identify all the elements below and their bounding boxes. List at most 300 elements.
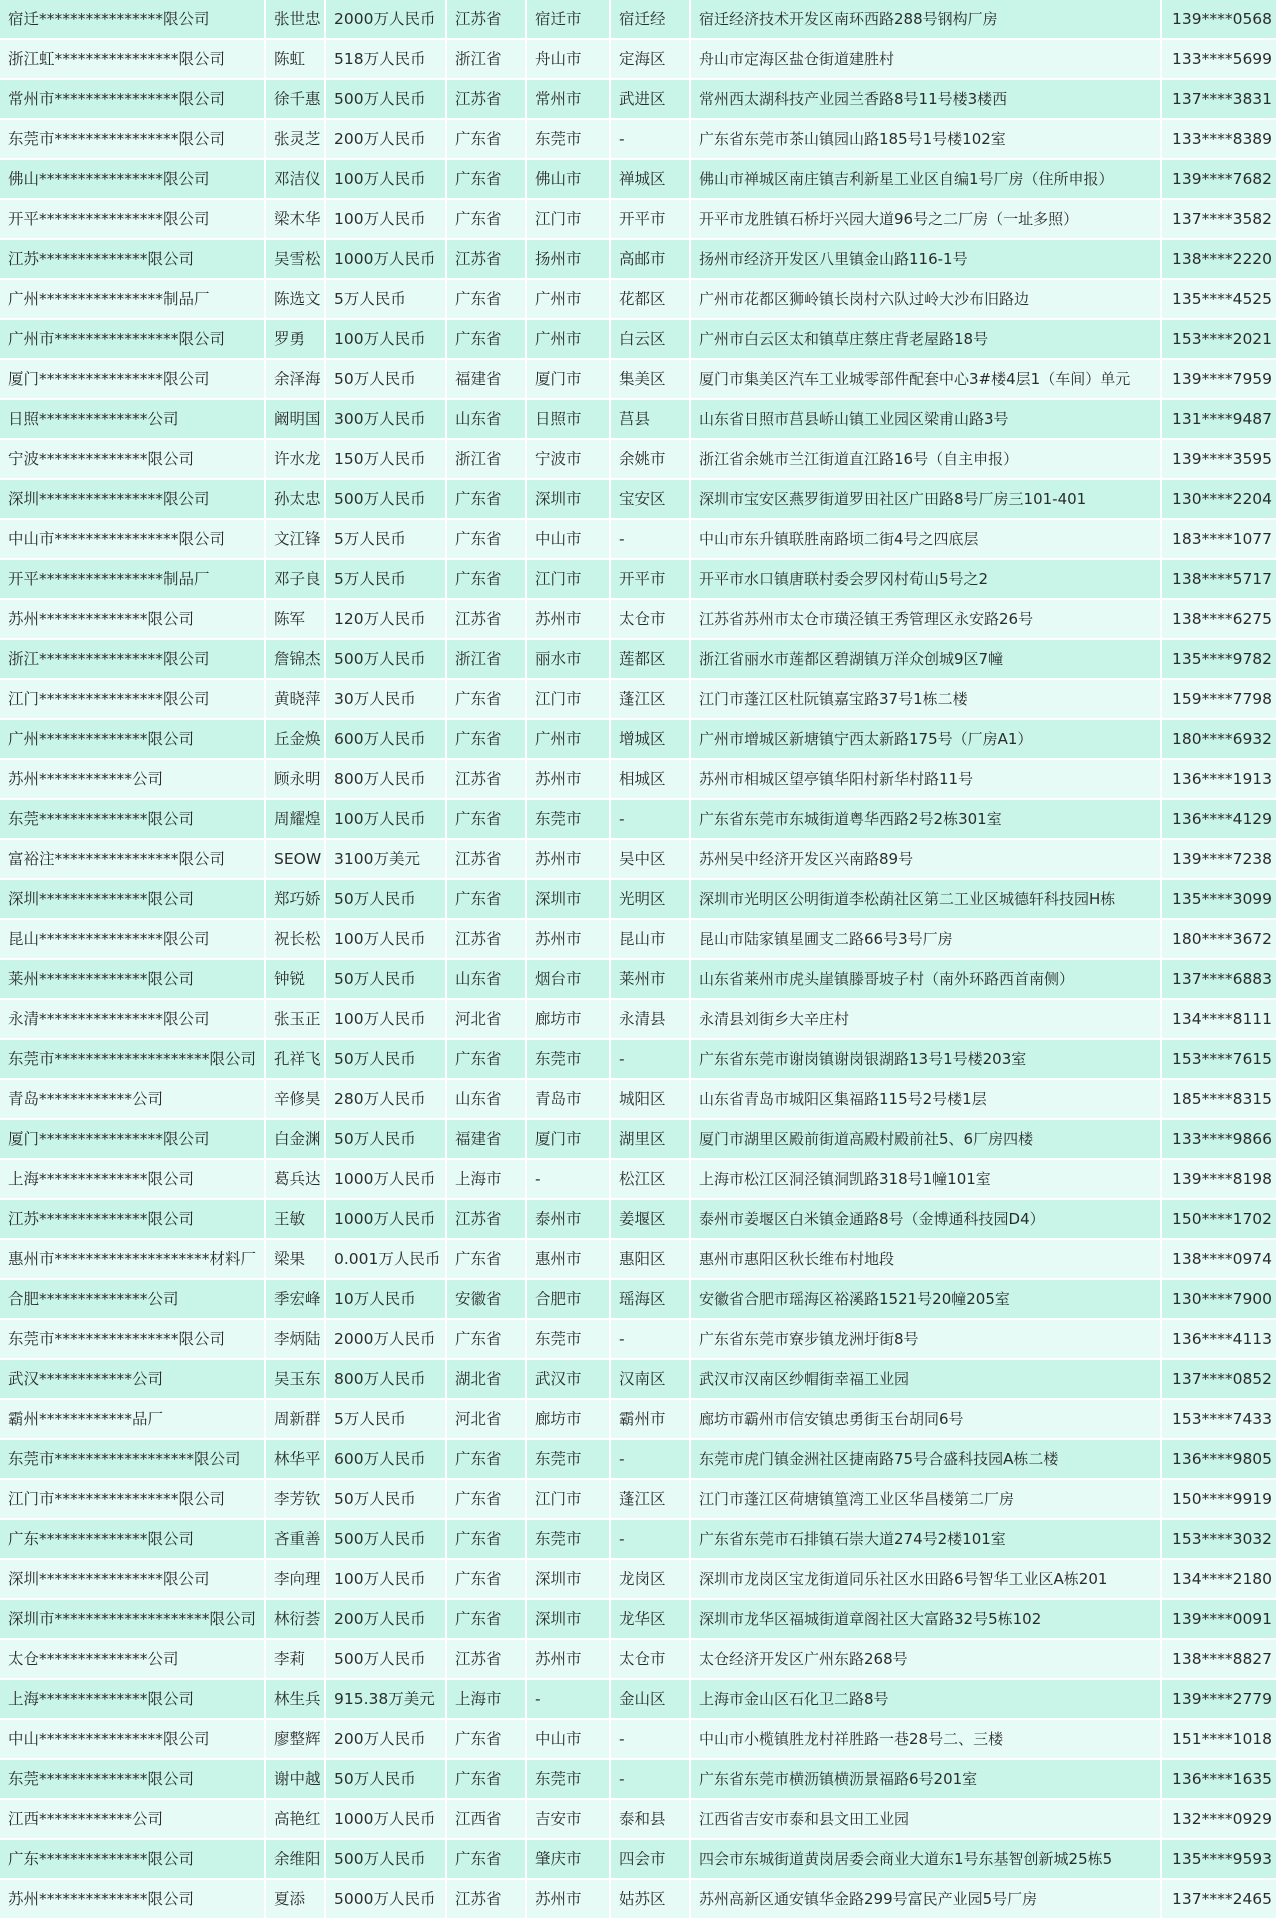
phone-cell: 138****0974 [1162, 1240, 1278, 1280]
province-cell: 广东省 [447, 1760, 527, 1800]
city-cell: 厦门市 [527, 1120, 611, 1160]
registered-capital-cell: 100万人民币 [326, 1000, 447, 1040]
table-row [0, 1880, 1278, 1920]
province-cell: 安徽省 [447, 1280, 527, 1320]
table-row [0, 1800, 1278, 1840]
city-cell: 东莞市 [527, 800, 611, 840]
registered-capital-cell: 50万人民币 [326, 360, 447, 400]
province-cell: 广东省 [447, 1600, 527, 1640]
city-cell: 苏州市 [527, 840, 611, 880]
legal-person-cell: 王敏 [266, 1200, 326, 1240]
city-cell: 深圳市 [527, 1560, 611, 1600]
district-cell: - [611, 800, 691, 840]
district-cell: 霸州市 [611, 1400, 691, 1440]
legal-person-cell: 孙太忠 [266, 480, 326, 520]
table-row [0, 1680, 1278, 1720]
district-cell: 莲都区 [611, 640, 691, 680]
company-name-cell: 富裕注****************限公司 [0, 840, 266, 880]
city-cell: 宿迁市 [527, 0, 611, 40]
district-cell: - [611, 1720, 691, 1760]
legal-person-cell: 黄晓萍 [266, 680, 326, 720]
province-cell: 广东省 [447, 200, 527, 240]
city-cell: 东莞市 [527, 1440, 611, 1480]
address-cell: 武汉市汉南区纱帽街幸福工业园 [691, 1360, 1162, 1400]
district-cell: 宝安区 [611, 480, 691, 520]
registered-capital-cell: 1000万人民币 [326, 1800, 447, 1840]
table-row [0, 800, 1278, 840]
legal-person-cell: 夏添 [266, 1880, 326, 1920]
province-cell: 浙江省 [447, 40, 527, 80]
province-cell: 广东省 [447, 880, 527, 920]
phone-cell: 139****3595 [1162, 440, 1278, 480]
company-name-cell: 深圳市********************限公司 [0, 1600, 266, 1640]
address-cell: 广州市白云区太和镇草庄蔡庄背老屋路18号 [691, 320, 1162, 360]
address-cell: 厦门市湖里区殿前街道高殿村殿前社5、6厂房四楼 [691, 1120, 1162, 1160]
table-row [0, 1320, 1278, 1360]
registered-capital-cell: 2000万人民币 [326, 0, 447, 40]
phone-cell: 135****3099 [1162, 880, 1278, 920]
company-name-cell: 常州市****************限公司 [0, 80, 266, 120]
province-cell: 广东省 [447, 320, 527, 360]
district-cell: 高邮市 [611, 240, 691, 280]
city-cell: 苏州市 [527, 1880, 611, 1920]
province-cell: 江苏省 [447, 760, 527, 800]
legal-person-cell: 谢中越 [266, 1760, 326, 1800]
company-name-cell: 苏州************公司 [0, 760, 266, 800]
company-name-cell: 厦门****************限公司 [0, 360, 266, 400]
city-cell: 东莞市 [527, 1040, 611, 1080]
phone-cell: 135****9782 [1162, 640, 1278, 680]
address-cell: 东莞市虎门镇金洲社区捷南路75号合盛科技园A栋二楼 [691, 1440, 1162, 1480]
district-cell: 增城区 [611, 720, 691, 760]
legal-person-cell: 林生兵 [266, 1680, 326, 1720]
company-name-cell: 开平****************限公司 [0, 200, 266, 240]
province-cell: 山东省 [447, 1080, 527, 1120]
province-cell: 广东省 [447, 480, 527, 520]
phone-cell: 134****8111 [1162, 1000, 1278, 1040]
table-row [0, 1760, 1278, 1800]
address-cell: 上海市松江区洞泾镇洞凯路318号1幢101室 [691, 1160, 1162, 1200]
table-row [0, 320, 1278, 360]
company-name-cell: 武汉************公司 [0, 1360, 266, 1400]
company-name-cell: 苏州**************限公司 [0, 1880, 266, 1920]
city-cell: 宁波市 [527, 440, 611, 480]
registered-capital-cell: 0.001万人民币 [326, 1240, 447, 1280]
province-cell: 广东省 [447, 1560, 527, 1600]
address-cell: 浙江省丽水市莲都区碧湖镇万洋众创城9区7幢 [691, 640, 1162, 680]
legal-person-cell: 陈虹 [266, 40, 326, 80]
registered-capital-cell: 50万人民币 [326, 1480, 447, 1520]
legal-person-cell: 余泽海 [266, 360, 326, 400]
city-cell: 东莞市 [527, 120, 611, 160]
legal-person-cell: 李炳陆 [266, 1320, 326, 1360]
table-row [0, 720, 1278, 760]
company-name-cell: 上海**************限公司 [0, 1680, 266, 1720]
phone-cell: 138****5717 [1162, 560, 1278, 600]
legal-person-cell: 张灵芝 [266, 120, 326, 160]
company-name-cell: 宿迁****************限公司 [0, 0, 266, 40]
legal-person-cell: 辛修昊 [266, 1080, 326, 1120]
city-cell: 深圳市 [527, 480, 611, 520]
district-cell: 汉南区 [611, 1360, 691, 1400]
registered-capital-cell: 120万人民币 [326, 600, 447, 640]
province-cell: 山东省 [447, 400, 527, 440]
address-cell: 常州西太湖科技产业园兰香路8号11号楼3楼西 [691, 80, 1162, 120]
phone-cell: 151****1018 [1162, 1720, 1278, 1760]
district-cell: 禅城区 [611, 160, 691, 200]
phone-cell: 139****8198 [1162, 1160, 1278, 1200]
legal-person-cell: 林华平 [266, 1440, 326, 1480]
legal-person-cell: 邓洁仪 [266, 160, 326, 200]
province-cell: 河北省 [447, 1000, 527, 1040]
registered-capital-cell: 200万人民币 [326, 1720, 447, 1760]
city-cell: 舟山市 [527, 40, 611, 80]
province-cell: 广东省 [447, 520, 527, 560]
registered-capital-cell: 518万人民币 [326, 40, 447, 80]
company-name-cell: 深圳****************限公司 [0, 1560, 266, 1600]
company-name-cell: 广州市****************限公司 [0, 320, 266, 360]
city-cell: 中山市 [527, 520, 611, 560]
table-row [0, 840, 1278, 880]
phone-cell: 137****6883 [1162, 960, 1278, 1000]
phone-cell: 134****2180 [1162, 1560, 1278, 1600]
province-cell: 广东省 [447, 1440, 527, 1480]
registered-capital-cell: 500万人民币 [326, 480, 447, 520]
table-row [0, 400, 1278, 440]
company-name-cell: 惠州市********************材料厂 [0, 1240, 266, 1280]
district-cell: - [611, 1040, 691, 1080]
company-name-cell: 苏州**************限公司 [0, 600, 266, 640]
address-cell: 广东省东莞市横沥镇横沥景福路6号201室 [691, 1760, 1162, 1800]
district-cell: 太仓市 [611, 600, 691, 640]
district-cell: 姜堰区 [611, 1200, 691, 1240]
table-row [0, 1440, 1278, 1480]
company-name-cell: 江苏**************限公司 [0, 240, 266, 280]
company-name-cell: 佛山****************限公司 [0, 160, 266, 200]
phone-cell: 139****0091 [1162, 1600, 1278, 1640]
legal-person-cell: 丘金焕 [266, 720, 326, 760]
legal-person-cell: 张世忠 [266, 0, 326, 40]
address-cell: 江门市蓬江区杜阮镇嘉宝路37号1栋二楼 [691, 680, 1162, 720]
legal-person-cell: 文江锋 [266, 520, 326, 560]
district-cell: 开平市 [611, 560, 691, 600]
city-cell: 东莞市 [527, 1760, 611, 1800]
city-cell: 合肥市 [527, 1280, 611, 1320]
table-row [0, 440, 1278, 480]
registered-capital-cell: 300万人民币 [326, 400, 447, 440]
address-cell: 苏州高新区通安镇华金路299号富民产业园5号厂房 [691, 1880, 1162, 1920]
address-cell: 广东省东莞市谢岗镇谢岗银湖路13号1号楼203室 [691, 1040, 1162, 1080]
phone-cell: 139****7238 [1162, 840, 1278, 880]
registered-capital-cell: 1000万人民币 [326, 240, 447, 280]
registered-capital-cell: 50万人民币 [326, 880, 447, 920]
company-name-cell: 广东**************限公司 [0, 1840, 266, 1880]
province-cell: 广东省 [447, 1040, 527, 1080]
registered-capital-cell: 100万人民币 [326, 1560, 447, 1600]
city-cell: 苏州市 [527, 760, 611, 800]
phone-cell: 130****7900 [1162, 1280, 1278, 1320]
district-cell: 武进区 [611, 80, 691, 120]
city-cell: 惠州市 [527, 1240, 611, 1280]
registered-capital-cell: 500万人民币 [326, 80, 447, 120]
registered-capital-cell: 915.38万美元 [326, 1680, 447, 1720]
table-row [0, 1560, 1278, 1600]
city-cell: 东莞市 [527, 1520, 611, 1560]
address-cell: 深圳市光明区公明街道李松蓢社区第二工业区城德轩科技园H栋 [691, 880, 1162, 920]
address-cell: 山东省莱州市虎头崖镇滕哥坡子村（南外环路西首南侧） [691, 960, 1162, 1000]
legal-person-cell: 徐千惠 [266, 80, 326, 120]
phone-cell: 185****8315 [1162, 1080, 1278, 1120]
legal-person-cell: 许水龙 [266, 440, 326, 480]
district-cell: 莒县 [611, 400, 691, 440]
company-name-cell: 厦门****************限公司 [0, 1120, 266, 1160]
address-cell: 开平市水口镇唐联村委会罗冈村荀山5号之2 [691, 560, 1162, 600]
address-cell: 开平市龙胜镇石桥圩兴园大道96号之二厂房（一址多照） [691, 200, 1162, 240]
table-row [0, 1280, 1278, 1320]
district-cell: - [611, 1520, 691, 1560]
city-cell: 武汉市 [527, 1360, 611, 1400]
district-cell: 龙岗区 [611, 1560, 691, 1600]
table-row [0, 1480, 1278, 1520]
province-cell: 广东省 [447, 560, 527, 600]
province-cell: 江西省 [447, 1800, 527, 1840]
district-cell: 白云区 [611, 320, 691, 360]
city-cell: 扬州市 [527, 240, 611, 280]
phone-cell: 138****8827 [1162, 1640, 1278, 1680]
address-cell: 广州市增城区新塘镇宁西太新路175号（厂房A1） [691, 720, 1162, 760]
phone-cell: 183****1077 [1162, 520, 1278, 560]
legal-person-cell: 梁果 [266, 1240, 326, 1280]
district-cell: 金山区 [611, 1680, 691, 1720]
table-row [0, 40, 1278, 80]
company-name-cell: 江门****************限公司 [0, 680, 266, 720]
district-cell: 湖里区 [611, 1120, 691, 1160]
phone-cell: 138****6275 [1162, 600, 1278, 640]
legal-person-cell: SEOW [266, 840, 326, 880]
table-row [0, 1080, 1278, 1120]
registered-capital-cell: 600万人民币 [326, 720, 447, 760]
city-cell: 日照市 [527, 400, 611, 440]
table-row [0, 600, 1278, 640]
legal-person-cell: 郑巧娇 [266, 880, 326, 920]
address-cell: 苏州吴中经济开发区兴南路89号 [691, 840, 1162, 880]
legal-person-cell: 周新群 [266, 1400, 326, 1440]
table-row [0, 80, 1278, 120]
registered-capital-cell: 1000万人民币 [326, 1200, 447, 1240]
address-cell: 惠州市惠阳区秋长维布村地段 [691, 1240, 1162, 1280]
registered-capital-cell: 600万人民币 [326, 1440, 447, 1480]
province-cell: 江苏省 [447, 1200, 527, 1240]
company-name-cell: 东莞市******************限公司 [0, 1440, 266, 1480]
province-cell: 广东省 [447, 120, 527, 160]
district-cell: - [611, 1440, 691, 1480]
address-cell: 江西省吉安市泰和县文田工业园 [691, 1800, 1162, 1840]
province-cell: 河北省 [447, 1400, 527, 1440]
table-row [0, 960, 1278, 1000]
province-cell: 广东省 [447, 1240, 527, 1280]
table-row [0, 120, 1278, 160]
table-row [0, 160, 1278, 200]
company-name-cell: 东莞市****************限公司 [0, 120, 266, 160]
phone-cell: 135****9593 [1162, 1840, 1278, 1880]
table-row [0, 1640, 1278, 1680]
phone-cell: 180****3672 [1162, 920, 1278, 960]
legal-person-cell: 高艳红 [266, 1800, 326, 1840]
table-row [0, 1120, 1278, 1160]
address-cell: 昆山市陆家镇星圃支二路66号3号厂房 [691, 920, 1162, 960]
table-row [0, 920, 1278, 960]
company-name-cell: 东莞市****************限公司 [0, 1320, 266, 1360]
legal-person-cell: 钟锐 [266, 960, 326, 1000]
province-cell: 江苏省 [447, 240, 527, 280]
company-name-cell: 昆山****************限公司 [0, 920, 266, 960]
registered-capital-cell: 50万人民币 [326, 960, 447, 1000]
district-cell: - [611, 1320, 691, 1360]
address-cell: 廊坊市霸州市信安镇忠勇街玉台胡同6号 [691, 1400, 1162, 1440]
registered-capital-cell: 1000万人民币 [326, 1160, 447, 1200]
district-cell: 惠阳区 [611, 1240, 691, 1280]
company-name-cell: 江苏**************限公司 [0, 1200, 266, 1240]
address-cell: 厦门市集美区汽车工业城零部件配套中心3#楼4层1（车间）单元 [691, 360, 1162, 400]
registered-capital-cell: 150万人民币 [326, 440, 447, 480]
legal-person-cell: 阚明国 [266, 400, 326, 440]
phone-cell: 131****9487 [1162, 400, 1278, 440]
province-cell: 山东省 [447, 960, 527, 1000]
legal-person-cell: 张玉正 [266, 1000, 326, 1040]
phone-cell: 150****1702 [1162, 1200, 1278, 1240]
company-name-cell: 浙江****************限公司 [0, 640, 266, 680]
registered-capital-cell: 500万人民币 [326, 1840, 447, 1880]
district-cell: 昆山市 [611, 920, 691, 960]
phone-cell: 133****8389 [1162, 120, 1278, 160]
address-cell: 山东省青岛市城阳区集福路115号2号楼1层 [691, 1080, 1162, 1120]
company-name-cell: 宁波**************限公司 [0, 440, 266, 480]
company-name-cell: 东莞**************限公司 [0, 800, 266, 840]
registered-capital-cell: 200万人民币 [326, 120, 447, 160]
table-row [0, 1720, 1278, 1760]
city-cell: 佛山市 [527, 160, 611, 200]
phone-cell: 139****2779 [1162, 1680, 1278, 1720]
registered-capital-cell: 50万人民币 [326, 1120, 447, 1160]
province-cell: 江苏省 [447, 0, 527, 40]
registered-capital-cell: 200万人民币 [326, 1600, 447, 1640]
legal-person-cell: 孔祥飞 [266, 1040, 326, 1080]
phone-cell: 133****9866 [1162, 1120, 1278, 1160]
phone-cell: 180****6932 [1162, 720, 1278, 760]
registered-capital-cell: 500万人民币 [326, 1640, 447, 1680]
table-row [0, 1840, 1278, 1880]
district-cell: 姑苏区 [611, 1880, 691, 1920]
province-cell: 江苏省 [447, 80, 527, 120]
province-cell: 广东省 [447, 1320, 527, 1360]
district-cell: 集美区 [611, 360, 691, 400]
legal-person-cell: 周耀煌 [266, 800, 326, 840]
phone-cell: 136****4113 [1162, 1320, 1278, 1360]
legal-person-cell: 邓子良 [266, 560, 326, 600]
city-cell: 广州市 [527, 320, 611, 360]
registered-capital-cell: 10万人民币 [326, 1280, 447, 1320]
district-cell: 太仓市 [611, 1640, 691, 1680]
table-row [0, 280, 1278, 320]
city-cell: 肇庆市 [527, 1840, 611, 1880]
phone-cell: 137****3582 [1162, 200, 1278, 240]
address-cell: 中山市东升镇联胜南路顷二街4号之四底层 [691, 520, 1162, 560]
table-row [0, 1600, 1278, 1640]
city-cell: 江门市 [527, 680, 611, 720]
city-cell: 江门市 [527, 1480, 611, 1520]
table-row [0, 1160, 1278, 1200]
table-row [0, 1240, 1278, 1280]
district-cell: 蓬江区 [611, 680, 691, 720]
company-name-cell: 广州**************限公司 [0, 720, 266, 760]
company-name-cell: 深圳****************限公司 [0, 480, 266, 520]
legal-person-cell: 李芳钦 [266, 1480, 326, 1520]
district-cell: - [611, 520, 691, 560]
district-cell: - [611, 1760, 691, 1800]
phone-cell: 132****0929 [1162, 1800, 1278, 1840]
address-cell: 深圳市龙华区福城街道章阁社区大富路32号5栋102 [691, 1600, 1162, 1640]
company-name-cell: 广州****************制品厂 [0, 280, 266, 320]
legal-person-cell: 吴雪松 [266, 240, 326, 280]
city-cell: 烟台市 [527, 960, 611, 1000]
company-name-cell: 浙江虹****************限公司 [0, 40, 266, 80]
company-name-cell: 中山市****************限公司 [0, 520, 266, 560]
table-row [0, 1000, 1278, 1040]
registered-capital-cell: 100万人民币 [326, 200, 447, 240]
address-cell: 四会市东城街道黄岗居委会商业大道东1号东基智创新城25栋5 [691, 1840, 1162, 1880]
district-cell: 泰和县 [611, 1800, 691, 1840]
address-cell: 泰州市姜堰区白米镇金通路8号（金博通科技园D4） [691, 1200, 1162, 1240]
address-cell: 舟山市定海区盐仓街道建胜村 [691, 40, 1162, 80]
phone-cell: 139****0568 [1162, 0, 1278, 40]
company-name-cell: 合肥**************公司 [0, 1280, 266, 1320]
registered-capital-cell: 5000万人民币 [326, 1880, 447, 1920]
company-name-cell: 霸州************品厂 [0, 1400, 266, 1440]
registered-capital-cell: 3100万美元 [326, 840, 447, 880]
phone-cell: 136****1913 [1162, 760, 1278, 800]
city-cell: 深圳市 [527, 880, 611, 920]
province-cell: 广东省 [447, 800, 527, 840]
province-cell: 湖北省 [447, 1360, 527, 1400]
phone-cell: 130****2204 [1162, 480, 1278, 520]
company-name-cell: 深圳**************限公司 [0, 880, 266, 920]
phone-cell: 153****3032 [1162, 1520, 1278, 1560]
phone-cell: 153****7615 [1162, 1040, 1278, 1080]
phone-cell: 133****5699 [1162, 40, 1278, 80]
phone-cell: 137****0852 [1162, 1360, 1278, 1400]
address-cell: 江门市蓬江区荷塘镇篁湾工业区华昌楼第二厂房 [691, 1480, 1162, 1520]
phone-cell: 136****4129 [1162, 800, 1278, 840]
legal-person-cell: 林衍荟 [266, 1600, 326, 1640]
registered-capital-cell: 30万人民币 [326, 680, 447, 720]
registered-capital-cell: 100万人民币 [326, 920, 447, 960]
phone-cell: 138****2220 [1162, 240, 1278, 280]
province-cell: 福建省 [447, 360, 527, 400]
district-cell: 吴中区 [611, 840, 691, 880]
city-cell: 深圳市 [527, 1600, 611, 1640]
company-name-cell: 永清****************限公司 [0, 1000, 266, 1040]
company-name-cell: 上海**************限公司 [0, 1160, 266, 1200]
registered-capital-cell: 5万人民币 [326, 560, 447, 600]
table-row [0, 680, 1278, 720]
legal-person-cell: 李莉 [266, 1640, 326, 1680]
province-cell: 江苏省 [447, 920, 527, 960]
province-cell: 江苏省 [447, 840, 527, 880]
city-cell: 中山市 [527, 1720, 611, 1760]
address-cell: 广东省东莞市石排镇石崇大道274号2楼101室 [691, 1520, 1162, 1560]
city-cell: - [527, 1680, 611, 1720]
city-cell: 广州市 [527, 720, 611, 760]
